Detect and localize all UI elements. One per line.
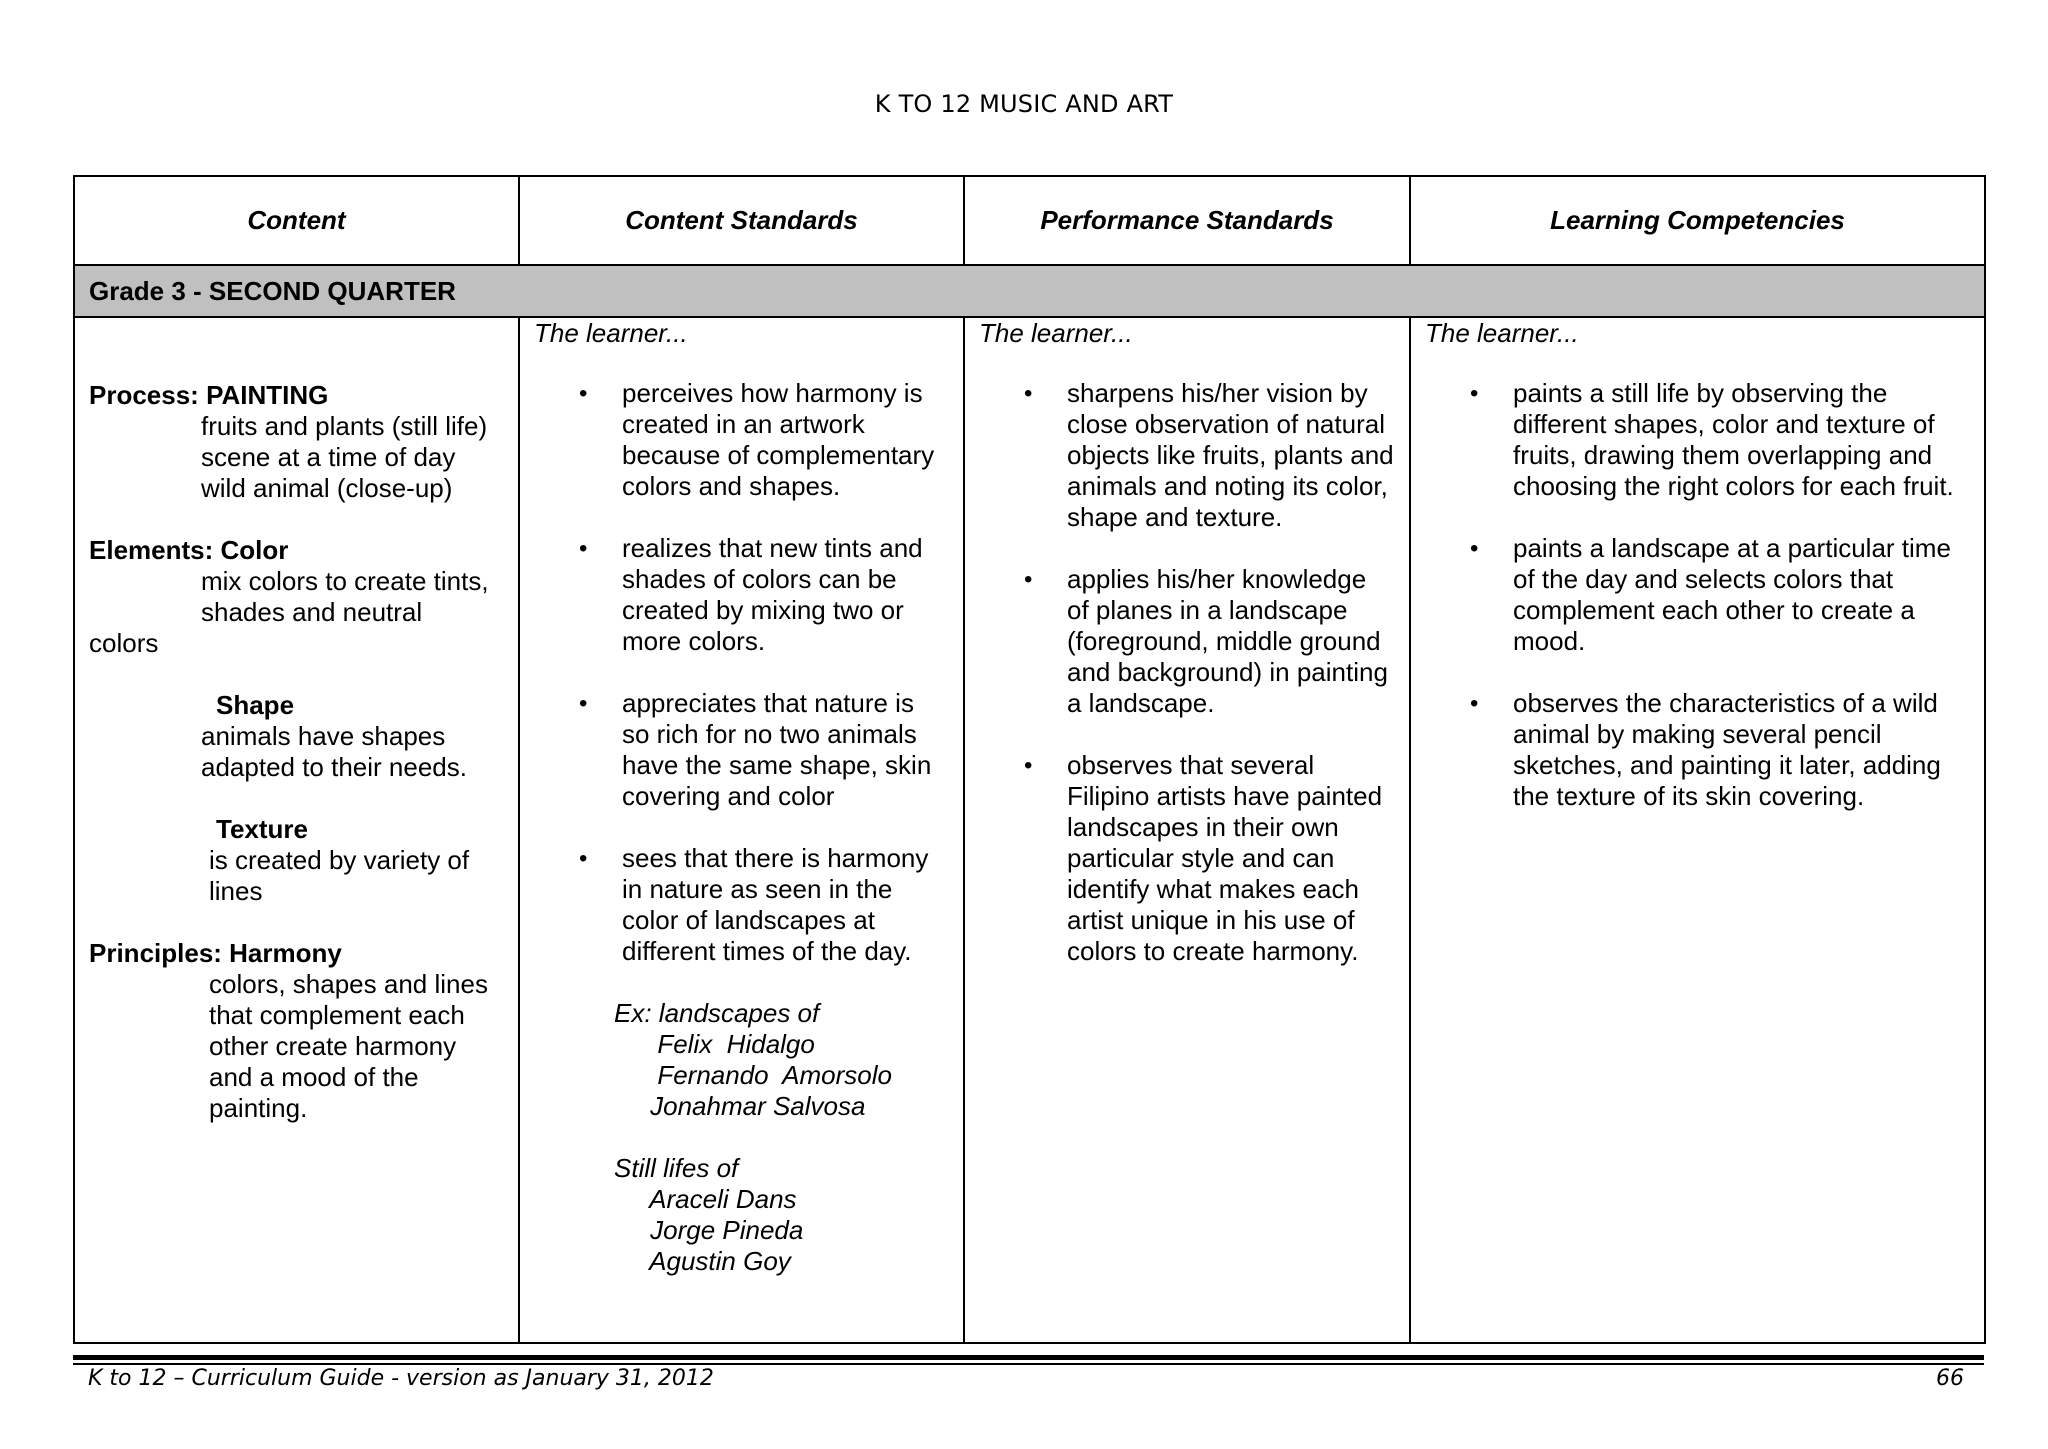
curriculum-table xyxy=(73,175,1986,1344)
list-item: • paints a still life by observing the different shapes, color and texture of fruits, drawing them overlapping and choosing the right colors for each fruit. xyxy=(1513,378,1970,502)
footer-rule-thick xyxy=(73,1355,1984,1360)
example-line: Jonahmar Salvosa xyxy=(614,1091,866,1121)
page-number: 66 xyxy=(1936,1366,1964,1391)
example-line: Still lifes of xyxy=(614,1153,739,1183)
shape-label: Shape xyxy=(216,690,295,720)
example-line: Jorge Pineda xyxy=(614,1215,804,1245)
shape-line: animals have shapes xyxy=(201,721,446,751)
list-item: • observes the characteristics of a wild animal by making several pencil sketches, and painting it later, adding the texture of its skin covering. xyxy=(1513,688,1970,812)
column-header-content-standards: Content Standards xyxy=(519,176,964,265)
list-item: • observes that several Filipino artists have painted landscapes in their own particular style and can identify what makes each artist unique in his use of colors to create harmony. xyxy=(1067,750,1395,967)
learning-competencies-cell xyxy=(1410,317,1985,1343)
list-item: • realizes that new tints and shades of colors can be created by mixing two or more colors. xyxy=(622,533,945,657)
learner-intro: The learner... xyxy=(979,318,1133,348)
list-item: • sharpens his/her vision by close observation of natural objects like fruits, plants and animals and noting its color, shape and texture. xyxy=(1067,378,1395,533)
table-body-row xyxy=(74,317,1985,1343)
table-header-row xyxy=(74,176,1985,265)
column-header-learning-competencies: Learning Competencies xyxy=(1410,176,1985,265)
list-item: • appreciates that nature is so rich for no two animals have the same shape, skin covering and color xyxy=(622,688,945,812)
process-item: wild animal (close-up) xyxy=(201,473,453,503)
shape-line: adapted to their needs. xyxy=(201,752,467,782)
example-line: Felix Hidalgo xyxy=(614,1029,815,1059)
color-line: mix colors to create tints, xyxy=(201,566,489,596)
grade-row xyxy=(74,265,1985,317)
column-header-content: Content xyxy=(74,176,519,265)
texture-line: lines xyxy=(209,876,263,906)
color-line: shades and neutral xyxy=(201,597,423,627)
texture-label: Texture xyxy=(216,814,308,844)
principles-line: colors, shapes and lines xyxy=(209,969,488,999)
footer-divider xyxy=(73,1355,1984,1365)
performance-standards-cell xyxy=(964,317,1410,1343)
grade-label: Grade 3 - SECOND QUARTER xyxy=(74,265,1985,317)
process-item: scene at a time of day xyxy=(201,442,456,472)
footer-rule-thin xyxy=(73,1363,1984,1365)
principles-label: Principles: Harmony xyxy=(89,938,342,968)
principles-line: and a mood of the xyxy=(209,1062,419,1092)
list-item: • sees that there is harmony in nature as seen in the color of landscapes at different times of the day. xyxy=(622,843,945,967)
content-standards-cell xyxy=(519,317,964,1343)
examples-landscapes xyxy=(614,998,949,1122)
list-item: • perceives how harmony is created in an artwork because of complementary colors and shapes. xyxy=(622,378,945,502)
process-label: Process: PAINTING xyxy=(89,380,329,410)
list-item: • applies his/her knowledge of planes in a landscape (foreground, middle ground and background) in painting a landscape. xyxy=(1067,564,1395,719)
example-line: Fernando Amorsolo xyxy=(614,1060,892,1090)
elements-label: Elements: Color xyxy=(89,535,289,565)
column-header-performance-standards: Performance Standards xyxy=(964,176,1410,265)
footer-version: K to 12 – Curriculum Guide - version as January 31, 2012 xyxy=(88,1366,714,1391)
texture-line: is created by variety of xyxy=(209,845,470,875)
example-line: Agustin Goy xyxy=(614,1246,791,1276)
principles-line: painting. xyxy=(209,1093,308,1123)
content-cell xyxy=(74,317,519,1343)
process-item: fruits and plants (still life) xyxy=(201,411,488,441)
list-item: • paints a landscape at a particular time of the day and selects colors that complement each other to create a mood. xyxy=(1513,533,1970,657)
example-line: Ex: landscapes of xyxy=(614,998,820,1028)
learner-intro: The learner... xyxy=(1425,318,1579,348)
example-line: Araceli Dans xyxy=(614,1184,797,1214)
document-header: K TO 12 MUSIC AND ART xyxy=(874,90,1174,118)
color-line-wrap: colors xyxy=(89,628,159,658)
principles-line: that complement each xyxy=(209,1000,465,1030)
principles-line: other create harmony xyxy=(209,1031,457,1061)
learner-intro: The learner... xyxy=(534,318,688,348)
examples-still-lifes xyxy=(614,1153,949,1277)
